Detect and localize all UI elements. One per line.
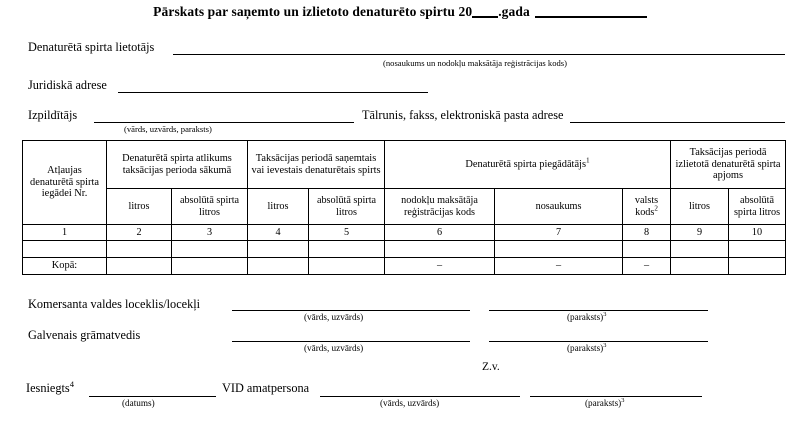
table-row [23,241,786,258]
subheader-litres-3: litros [671,189,729,225]
subheader-litres-1: litros [107,189,172,225]
header-used: Taksācijas periodā izlietotā denaturētā spirta apjoms [671,141,786,189]
data-cell[interactable] [671,241,729,258]
header-opening-balance: Denaturētā spirta atlikums taksācijas perioda sākumā [107,141,248,189]
submitted-date-note: (datums) [122,398,155,408]
col-number: 1 [23,225,107,241]
data-cell[interactable] [23,241,107,258]
col-number: 9 [671,225,729,241]
address-label: Juridiskā adrese [28,78,107,92]
subheader-litres-2: litros [248,189,309,225]
total-cell[interactable] [172,258,248,275]
vid-official-signature-line[interactable] [530,396,702,397]
total-cell: – [385,258,495,275]
signature-note-footnote: 3 [603,341,607,349]
board-member-label: Komersanta valdes loceklis/locekļi [28,297,201,311]
header-received: Taksācijas periodā saņemtais vai ievestais denaturētais spirts [248,141,385,189]
header-permit: Atļaujas denaturētā spirta iegādei Nr. [23,141,107,225]
table-total-row [23,258,786,275]
data-cell[interactable] [385,241,495,258]
header-supplier-text: Denaturētā spirta piegādātājs [465,158,586,170]
contact-label: Tālrunis, fakss, elektroniskā pasta adrese [362,108,564,122]
executor-label: Izpildītājs [28,108,78,122]
user-label: Denaturētā spirta lietotājs [28,40,155,54]
header-supplier [385,141,671,189]
user-note: (nosaukums un nodokļu maksātāja reģistrācijas kods) [383,58,568,68]
seal-label: Z.v. [482,361,500,373]
col-number: 7 [495,225,623,241]
signature-note-text: (paraksts) [585,398,622,408]
subheader-abs-3: absolūtā spirta litros [729,189,786,225]
col-number: 10 [729,225,786,241]
accountant-signature-line[interactable] [489,341,708,342]
report-table [22,140,786,275]
data-cell[interactable] [172,241,248,258]
data-cell[interactable] [623,241,671,258]
data-cell[interactable] [309,241,385,258]
page-title-suffix: .gada [498,4,530,19]
table-subheader-row [23,189,786,225]
title-year-blank [472,16,498,18]
submitted-date-line[interactable] [89,396,216,397]
subheader-tax-code: nodokļu maksātāja reģistrācijas kods [385,189,495,225]
subheader-abs-1: absolūtā spirta litros [172,189,248,225]
subheader-name: nosaukums [495,189,623,225]
submitted-label [26,378,75,396]
board-member-name-note: (vārds, uzvārds) [304,312,364,322]
signature-note-footnote: 3 [603,310,607,318]
data-cell[interactable] [729,241,786,258]
data-cell[interactable] [248,241,309,258]
accountant-name-line[interactable] [232,341,470,342]
user-input-line[interactable] [173,54,785,55]
total-cell: – [495,258,623,275]
board-member-name-line[interactable] [232,310,470,311]
total-cell[interactable] [309,258,385,275]
data-cell[interactable] [107,241,172,258]
executor-note: (vārds, uzvārds, paraksts) [124,124,212,134]
table-column-number-row [23,225,786,241]
vid-official-name-line[interactable] [320,396,520,397]
total-cell[interactable] [107,258,172,275]
table-header-group-row [23,141,786,189]
contact-input-line[interactable] [570,122,785,123]
vid-official-signature-note [585,398,624,408]
signature-note-text: (paraksts) [567,312,604,322]
header-supplier-footnote: 1 [585,156,590,165]
page-title [0,4,800,20]
subheader-country-code-text: valsts kods [634,194,659,218]
executor-input-line[interactable] [94,122,354,123]
col-number: 5 [309,225,385,241]
signature-note-footnote: 3 [621,396,625,404]
col-number: 2 [107,225,172,241]
total-cell: – [623,258,671,275]
board-member-signature-note [567,312,606,322]
subheader-abs-2: absolūtā spirta litros [309,189,385,225]
vid-official-label: VID amatpersona [222,381,310,395]
subheader-country-code-footnote: 2 [654,204,658,213]
page-title-prefix: Pārskats par saņemto un izlietoto denaturēto spirtu 20 [153,4,473,19]
board-member-signature-line[interactable] [489,310,708,311]
subheader-country-code [623,189,671,225]
submitted-footnote: 4 [69,378,75,389]
total-label: Kopā: [23,258,107,275]
signature-note-text: (paraksts) [567,343,604,353]
col-number: 3 [172,225,248,241]
accountant-label: Galvenais grāmatvedis [28,328,141,342]
data-cell[interactable] [495,241,623,258]
report-table-wrapper [22,140,785,275]
vid-official-name-note: (vārds, uzvārds) [380,398,440,408]
col-number: 8 [623,225,671,241]
title-month-blank [535,16,647,18]
accountant-signature-note [567,343,606,353]
col-number: 4 [248,225,309,241]
address-input-line[interactable] [118,92,428,93]
total-cell[interactable] [248,258,309,275]
col-number: 6 [385,225,495,241]
total-cell[interactable] [671,258,729,275]
total-cell[interactable] [729,258,786,275]
accountant-name-note: (vārds, uzvārds) [304,343,364,353]
submitted-label-text: Iesniegts [26,381,70,395]
